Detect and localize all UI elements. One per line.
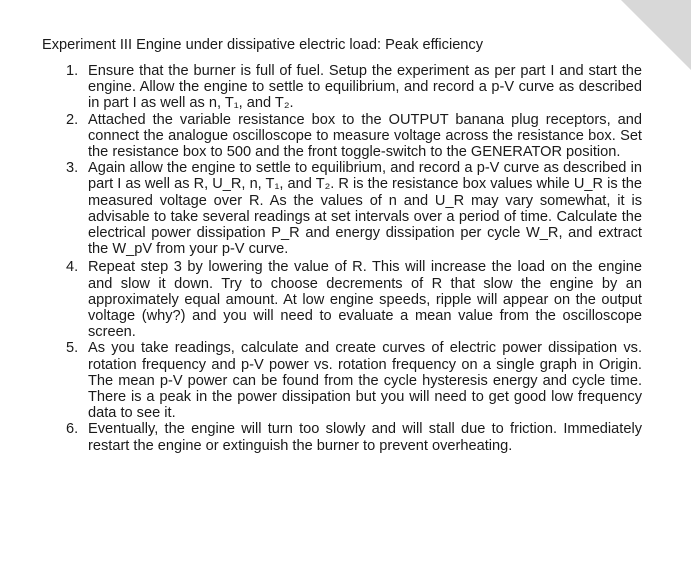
step-text: Attached the variable resistance box to the OUTPUT banana plug receptors, and connect the analogue oscilloscope to measure voltage across the resistance box. Set the resistance box to 500 and the front toggle-switch to the GENERATOR position.	[88, 111, 642, 161]
step-text: Repeat step 3 by lowering the value of R. This will increase the load on the engine and slow it down. Try to choose decrements of R that slow the engine by an approximately equal amount. At low engine speeds, ripple will appear on the output voltage (why?) and you will need to evaluate a mean value from the oscilloscope screen.	[88, 259, 642, 341]
step-number: 2.	[66, 111, 79, 128]
step-6	[42, 421, 642, 453]
step-text: As you take readings, calculate and create curves of electric power dissipation vs. rotation frequency and p-V power vs. rotation frequency on a single graph in Origin. The mean p-V power can be found from the cycle hysteresis energy and cycle time. There is a peak in the power dissipation but you will need to get good low frequency data to see it.	[88, 340, 642, 422]
step-text: Eventually, the engine will turn too slowly and will stall due to friction. Immediately restart the engine or extinguish the burner to prevent overheating.	[88, 421, 642, 454]
step-4	[42, 259, 642, 340]
step-2	[42, 112, 642, 161]
step-5	[42, 340, 642, 421]
step-text: Again allow the engine to settle to equilibrium, and record a p-V curve as described in part I as well as R, U_R, n, T₁, and T₂. R is the resistance box values while U_R is the measured voltage over R. As the values of n and U_R may vary somewhat, it is advisable to take several readings at set intervals over a period of time. Calculate the electrical power dissipation P_R and energy dissipation per cycle W_R, and extract the W_pV from your p-V curve.	[88, 160, 642, 258]
steps-list	[42, 63, 642, 454]
step-number: 5.	[66, 340, 79, 357]
step-3	[42, 160, 642, 257]
step-number: 6.	[66, 421, 79, 438]
document-page	[42, 36, 642, 454]
step-1	[42, 63, 642, 112]
step-number: 3.	[66, 160, 79, 177]
page-title: Experiment III Engine under dissipative electric load: Peak efficiency	[42, 37, 484, 53]
step-number: 4.	[66, 259, 79, 276]
step-number: 1.	[66, 63, 79, 79]
step-text: Ensure that the burner is full of fuel. Setup the experiment as per part I and start the engine. Allow the engine to settle to equilibrium, and record a p-V curve as described in part I as well as n, T₁, and T₂.	[88, 63, 642, 112]
